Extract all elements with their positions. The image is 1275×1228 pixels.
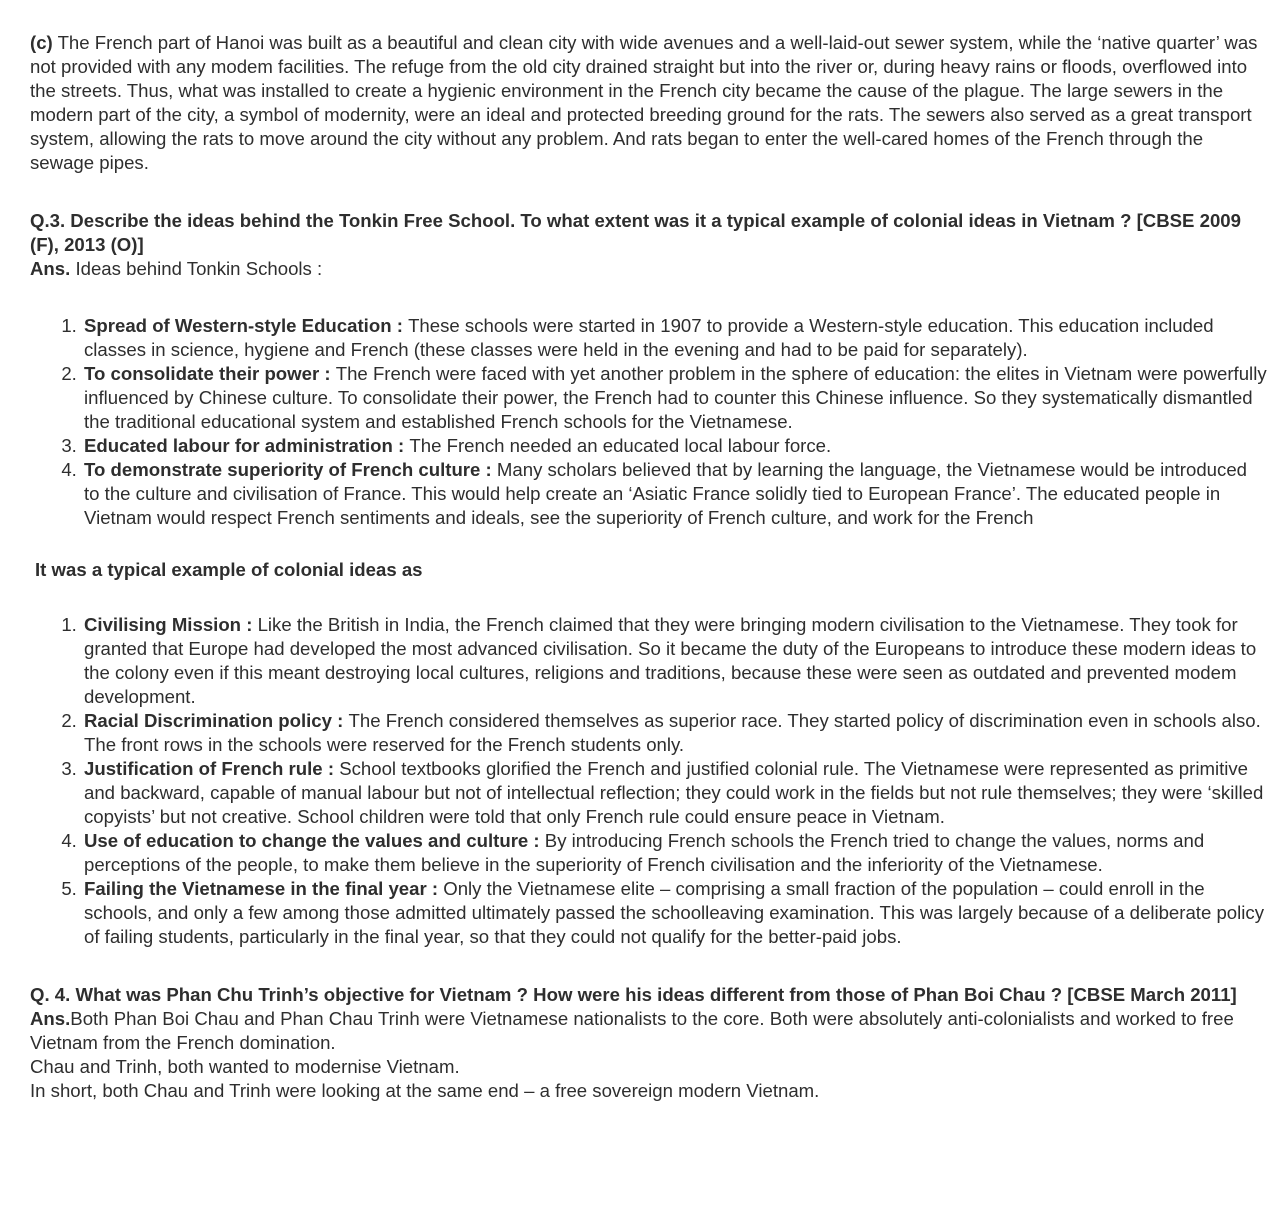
list-item-label: Civilising Mission : xyxy=(84,614,258,635)
list-item-text: These schools were started in 1907 to provide a Western-style education. This education included classes in science, hygiene and French (these classes were held in the evening and had to be paid for separately). xyxy=(84,315,1214,360)
list-item-text: The French were faced with yet another problem in the sphere of education: the elites in Vietnam were powerfully influenced by Chinese culture. To consolidate their power, the French had to counter this Chinese influence. So they systematically dismantled the traditional educational system and established French schools for the Vietnamese. xyxy=(84,363,1267,432)
list-item xyxy=(82,314,1267,362)
list-item-label: Failing the Vietnamese in the final year : xyxy=(84,878,444,899)
q3-ans-intro-text: Ideas behind Tonkin Schools : xyxy=(70,258,323,279)
paragraph-c xyxy=(30,31,1267,175)
q4-answer-line2: Chau and Trinh, both wanted to modernise Vietnam. xyxy=(30,1056,460,1077)
list-item-label: To consolidate their power : xyxy=(84,363,336,384)
list-item-text: By introducing French schools the French tried to change the values, norms and perceptions of the people, to make them believe in the superiority of French civilisation and the inferiority of the Vietnamese. xyxy=(84,830,1205,875)
list-item-label: Spread of Western-style Education : xyxy=(84,315,409,336)
list-item xyxy=(82,757,1267,829)
q4-answer xyxy=(30,1007,1267,1055)
q3-question-heading: Q.3. Describe the ideas behind the Tonkin Free School. To what extent was it a typical example of colonial ideas in Vietnam ? [CBSE 2009 (F), 2013 (O)] xyxy=(30,210,1241,255)
q3-ideas-list xyxy=(30,314,1267,530)
list-item-text: The French considered themselves as superior race. They started policy of discrimination even in schools also. The front rows in the schools were reserved for the French students only. xyxy=(84,710,1261,755)
paragraph-c-text: The French part of Hanoi was built as a beautiful and clean city with wide avenues and a well-laid-out sewer system, while the ‘native quarter’ was not provided with any modem facilities. The refuge from the old city drained straight but into the river or, during heavy rains or floods, overflowed into the streets. Thus, what was installed to create a hygienic environment in the French city became the cause of the plague. The large sewers in the modern part of the city, a symbol of modernity, were an ideal and protected breeding ground for the rats. The sewers also served as a great transport system, allowing the rats to move around the city without any problem. And rats began to enter the well-cared homes of the French through the sewage pipes. xyxy=(30,32,1258,173)
list-item xyxy=(82,362,1267,434)
q4-answer-line3: In short, both Chau and Trinh were looking at the same end – a free sovereign modern Vietnam. xyxy=(30,1080,820,1101)
q3-answer-intro xyxy=(30,257,1267,281)
list-item xyxy=(82,877,1267,949)
q3-subheading: It was a typical example of colonial ideas as xyxy=(35,559,423,580)
list-item-text: School textbooks glorified the French and justified colonial rule. The Vietnamese were represented as primitive and backward, capable of manual labour but not of intellectual reflection; they could work in the fields but not rule themselves; they were ‘skilled copyists’ but not creative. School children were told that only French rule could ensure peace in Vietnam. xyxy=(84,758,1264,827)
list-item-label: To demonstrate superiority of French culture : xyxy=(84,459,497,480)
q3-ans-label: Ans. xyxy=(30,258,71,279)
list-item xyxy=(82,613,1267,709)
list-item xyxy=(82,434,1267,458)
list-item xyxy=(82,458,1267,530)
list-item-text: Only the Vietnamese elite – comprising a small fraction of the population – could enroll in the schools, and only a few among those admitted ultimately passed the schoolleaving examination. This was largely because of a deliberate policy of failing students, particularly in the final year, so that they could not qualify for the better-paid jobs. xyxy=(84,878,1265,947)
list-item-label: Justification of French rule : xyxy=(84,758,340,779)
list-item xyxy=(82,829,1267,877)
q4-question-heading: Q. 4. What was Phan Chu Trinh’s objective for Vietnam ? How were his ideas different from those of Phan Boi Chau ? [CBSE March 2011] xyxy=(30,984,1237,1005)
list-item-label: Educated labour for administration : xyxy=(84,435,410,456)
list-item xyxy=(82,709,1267,757)
list-item-label: Racial Discrimination policy : xyxy=(84,710,349,731)
list-item-text: Many scholars believed that by learning the language, the Vietnamese would be introduced to the culture and civilisation of France. This would help create an ‘Asiatic France solidly tied to European France’. The educated people in Vietnam would respect French sentiments and ideals, see the superiority of French culture, and work for the French xyxy=(84,459,1248,528)
list-item-text: The French needed an educated local labour force. xyxy=(409,435,832,456)
list-item-label: Use of education to change the values and culture : xyxy=(84,830,545,851)
q4-ans-label: Ans. xyxy=(30,1008,71,1029)
q3-colonial-ideas-list xyxy=(30,613,1267,949)
q4-ans-text: Both Phan Boi Chau and Phan Chau Trinh were Vietnamese nationalists to the core. Both were absolutely anti-colonialists and worked to free Vietnam from the French domination. xyxy=(30,1008,1234,1053)
list-item-text: Like the British in India, the French claimed that they were bringing modern civilisation to the Vietnamese. They took for granted that Europe had developed the most advanced civilisation. So it became the duty of the Europeans to introduce these modern ideas to the colony even if this meant destroying local cultures, religions and traditions, because these were seen as outdated and prevented modem development. xyxy=(84,614,1257,707)
paragraph-c-prefix: (c) xyxy=(30,32,53,53)
